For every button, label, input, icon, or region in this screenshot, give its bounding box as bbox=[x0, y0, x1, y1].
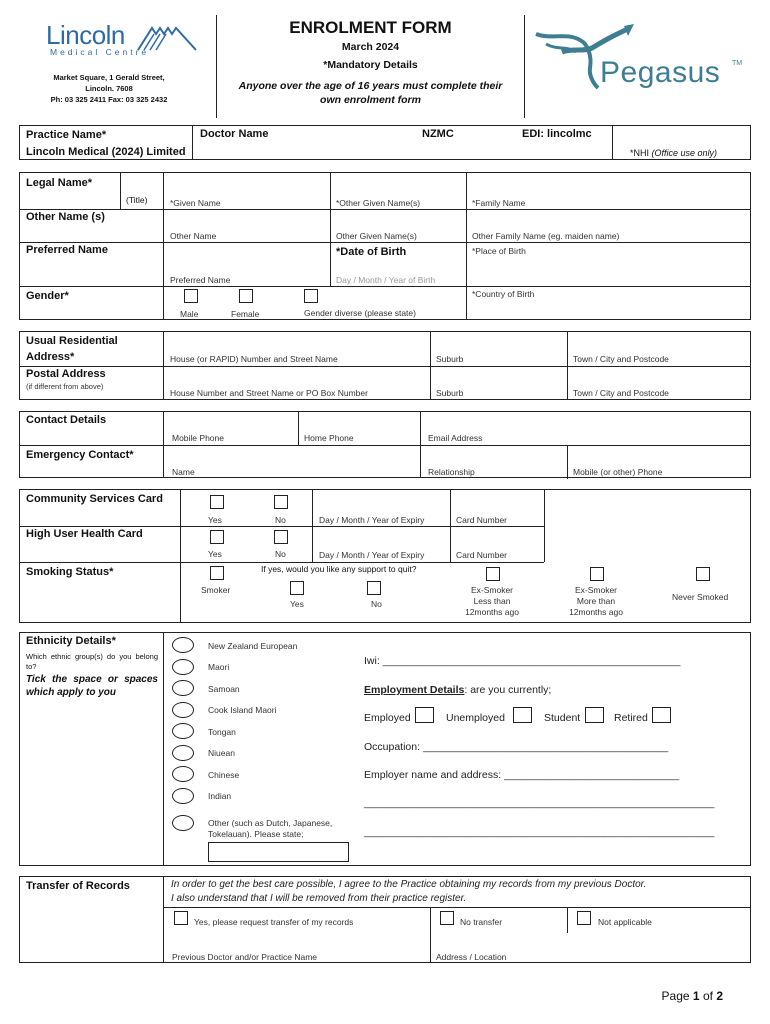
mountain-logo-icon bbox=[136, 24, 198, 52]
male-label: Male bbox=[180, 309, 199, 319]
form-date: March 2024 bbox=[341, 41, 400, 53]
employment-details-label bbox=[364, 684, 551, 696]
dob-field[interactable]: Day / Month / Year of Birth bbox=[336, 275, 436, 285]
support-no-checkbox[interactable] bbox=[367, 581, 381, 595]
csc-expiry-field[interactable]: Day / Month / Year of Expiry bbox=[319, 515, 425, 525]
other-family-name-field[interactable]: Other Family Name (eg. maiden name) bbox=[472, 231, 620, 241]
nhi-note: (Office use only) bbox=[651, 148, 718, 158]
ethnicity-radio-maori[interactable] bbox=[172, 659, 194, 675]
usual-residential-label: Usual Residential bbox=[26, 335, 118, 347]
ex-more-line1: Ex-Smoker bbox=[574, 585, 618, 595]
mandatory-note: *Mandatory Details bbox=[323, 59, 418, 71]
nhi-text: *NHI bbox=[630, 148, 650, 158]
smoker-checkbox[interactable] bbox=[210, 566, 224, 580]
csc-no-label: No bbox=[275, 515, 286, 525]
title-field[interactable]: (Title) bbox=[126, 195, 148, 205]
other-names-label: Other Name (s) bbox=[26, 211, 105, 223]
mobile-phone-field[interactable]: Mobile Phone bbox=[172, 433, 224, 443]
postal-address-label: Postal Address bbox=[26, 368, 106, 380]
ethnicity-other-label bbox=[208, 818, 332, 840]
ethnicity-option-tongan: Tongan bbox=[208, 727, 236, 737]
age-note: Anyone over the age of 16 years must complete their own enrolment form bbox=[238, 80, 503, 106]
ethnicity-radio-tongan[interactable] bbox=[172, 723, 194, 739]
postal-street-field[interactable]: House Number and Street Name or PO Box Number bbox=[170, 388, 368, 398]
no-transfer-label: No transfer bbox=[460, 917, 503, 927]
ethnicity-other-line2: Tokelauan). Please state; bbox=[208, 829, 304, 839]
residential-suburb-field[interactable]: Suburb bbox=[436, 354, 464, 364]
practice-section bbox=[19, 125, 751, 160]
gender-diverse-checkbox[interactable] bbox=[304, 289, 318, 303]
emergency-phone-field[interactable]: Mobile (or other) Phone bbox=[573, 467, 663, 477]
smoker-label: Smoker bbox=[201, 585, 231, 595]
transfer-text-2: I also understand that I will be removed from their practice register. bbox=[171, 893, 467, 904]
transfer-title: Transfer of Records bbox=[26, 880, 130, 892]
nhi-label bbox=[630, 148, 717, 158]
country-of-birth-field[interactable]: *Country of Birth bbox=[472, 289, 535, 299]
female-label: Female bbox=[231, 309, 260, 319]
employment-title: Employment Details bbox=[364, 684, 465, 696]
ex-smoker-less-label bbox=[462, 585, 522, 618]
ethnicity-option-samoan: Samoan bbox=[208, 684, 240, 694]
email-field[interactable]: Email Address bbox=[428, 433, 483, 443]
occupation-field[interactable]: Occupation: __________________________________________ bbox=[364, 741, 669, 753]
names-section bbox=[19, 172, 751, 320]
emergency-name-field[interactable]: Name bbox=[172, 467, 195, 477]
iwi-field[interactable]: Iwi: ___________________________________________________ bbox=[364, 655, 681, 667]
other-given-name-field[interactable]: *Other Given Name(s) bbox=[336, 198, 421, 208]
practice-name-value: Lincoln Medical (2024) Limited bbox=[26, 146, 186, 158]
lincoln-logo bbox=[46, 20, 196, 58]
ex-smoker-more-label bbox=[566, 585, 626, 618]
csc-yes-checkbox[interactable] bbox=[210, 495, 224, 509]
employed-checkbox[interactable] bbox=[415, 707, 434, 723]
edi-label: EDI: lincolmc bbox=[522, 128, 592, 140]
support-yes-checkbox[interactable] bbox=[290, 581, 304, 595]
previous-doctor-field[interactable]: Previous Doctor and/or Practice Name bbox=[172, 952, 318, 962]
not-applicable-label: Not applicable bbox=[598, 917, 652, 927]
transfer-yes-label: Yes, please request transfer of my records bbox=[194, 917, 354, 927]
residential-town-field[interactable]: Town / City and Postcode bbox=[573, 354, 669, 364]
contact-section bbox=[19, 411, 751, 478]
postal-note: (if different from above) bbox=[26, 382, 104, 391]
ethnicity-radio-nz-european[interactable] bbox=[172, 637, 194, 653]
huhc-card-number-field[interactable]: Card Number bbox=[456, 550, 508, 560]
ethnicity-option-cook-island: Cook Island Maori bbox=[208, 705, 277, 715]
phone-line: Ph: 03 325 2411 Fax: 03 325 2432 bbox=[50, 95, 168, 104]
retired-checkbox[interactable] bbox=[652, 707, 671, 723]
csc-no-checkbox[interactable] bbox=[274, 495, 288, 509]
form-title: ENROLMENT FORM bbox=[289, 18, 452, 37]
ex-less-line3: 12months ago bbox=[465, 607, 519, 617]
address-section bbox=[19, 331, 751, 400]
female-checkbox[interactable] bbox=[239, 289, 253, 303]
transfer-text-1: In order to get the best care possible, I agree to the Practice obtaining my records from my previous Doctor. bbox=[171, 879, 647, 890]
student-checkbox[interactable] bbox=[585, 707, 604, 723]
family-name-field[interactable]: *Family Name bbox=[472, 198, 526, 208]
ethnicity-option-niuean: Niuean bbox=[208, 748, 235, 758]
trademark-mark: TM bbox=[732, 60, 743, 67]
huhc-expiry-field[interactable]: Day / Month / Year of Expiry bbox=[319, 550, 425, 560]
gender-label: Gender* bbox=[26, 290, 69, 302]
doctor-name-label[interactable]: Doctor Name bbox=[200, 128, 269, 140]
unemployed-checkbox[interactable] bbox=[513, 707, 532, 723]
not-applicable-checkbox[interactable] bbox=[577, 911, 591, 925]
address-line-2: Lincoln. 7608 bbox=[85, 84, 133, 93]
other-given-name2-field[interactable]: Other Given Name(s) bbox=[336, 231, 417, 241]
emergency-contact-label: Emergency Contact* bbox=[26, 449, 134, 461]
previous-address-field[interactable]: Address / Location bbox=[436, 952, 507, 962]
ethnicity-radio-indian[interactable] bbox=[172, 788, 194, 804]
quit-support-question: If yes, would you like any support to quit? bbox=[261, 564, 417, 574]
huhc-no-label: No bbox=[275, 549, 286, 559]
smoking-status-label: Smoking Status* bbox=[26, 566, 114, 578]
address-line-1: Market Square, 1 Gerald Street, bbox=[53, 73, 165, 82]
ethnicity-option-maori: Maori bbox=[208, 662, 230, 672]
huhc-yes-checkbox[interactable] bbox=[210, 530, 224, 544]
employer-line-2[interactable]: ____________________________________________________________ bbox=[364, 797, 715, 809]
practice-name-label: Practice Name* bbox=[26, 129, 107, 141]
ethnicity-radio-chinese[interactable] bbox=[172, 766, 194, 782]
cards-section bbox=[19, 489, 751, 623]
ethnicity-other-line1: Other (such as Dutch, Japanese, bbox=[208, 818, 333, 828]
title-box bbox=[216, 15, 525, 118]
csc-label: Community Services Card bbox=[26, 493, 163, 505]
no-transfer-checkbox[interactable] bbox=[440, 911, 454, 925]
ethnicity-option-chinese: Chinese bbox=[208, 770, 240, 780]
residential-street-field[interactable]: House (or RAPID) Number and Street Name bbox=[170, 354, 338, 364]
postal-town-field[interactable]: Town / City and Postcode bbox=[573, 388, 669, 398]
pegasus-logo bbox=[532, 22, 752, 102]
csc-yes-label: Yes bbox=[208, 515, 222, 525]
emergency-relationship-field[interactable]: Relationship bbox=[428, 467, 475, 477]
transfer-yes-checkbox[interactable] bbox=[174, 911, 188, 925]
page-current: 1 bbox=[692, 989, 700, 1003]
ethnicity-title: Ethnicity Details* bbox=[26, 635, 116, 647]
preferred-name-field[interactable]: Preferred Name bbox=[170, 275, 231, 285]
ethnicity-tick: Tick the space or spaces which apply to you bbox=[26, 674, 158, 698]
ethnicity-section bbox=[19, 632, 751, 866]
support-yes-label: Yes bbox=[290, 599, 304, 609]
postal-suburb-field[interactable]: Suburb bbox=[436, 388, 464, 398]
transfer-section bbox=[19, 876, 751, 963]
ethnicity-other-input[interactable] bbox=[208, 842, 349, 862]
given-name-field[interactable]: *Given Name bbox=[170, 198, 221, 208]
retired-label: Retired bbox=[614, 712, 648, 724]
ethnicity-radio-other[interactable] bbox=[172, 815, 194, 831]
ethnicity-option-nz-european: New Zealand European bbox=[208, 641, 298, 651]
employment-rest: : are you currently; bbox=[464, 684, 552, 696]
address-star-label: Address* bbox=[26, 351, 75, 363]
huhc-no-checkbox[interactable] bbox=[274, 530, 288, 544]
pegasus-logo-text: Pegasus bbox=[600, 56, 721, 89]
employed-label: Employed bbox=[364, 712, 411, 724]
ethnicity-option-indian: Indian bbox=[208, 791, 232, 801]
lincoln-logo-subtext: Medical Centre bbox=[50, 47, 150, 57]
ethnicity-radio-niuean[interactable] bbox=[172, 745, 194, 761]
ex-less-line1: Ex-Smoker bbox=[470, 585, 514, 595]
preferred-name-label: Preferred Name bbox=[26, 244, 108, 256]
ex-smoker-more-checkbox[interactable] bbox=[590, 567, 604, 581]
student-label: Student bbox=[544, 712, 581, 724]
employer-field[interactable]: Employer name and address: ______________________________ bbox=[364, 769, 680, 781]
employer-line-3[interactable]: ____________________________________________________________ bbox=[364, 826, 715, 838]
gender-diverse-label[interactable]: Gender diverse (please state) bbox=[304, 308, 416, 318]
legal-name-label: Legal Name* bbox=[26, 177, 93, 189]
page-number bbox=[662, 989, 723, 1003]
page-total: 2 bbox=[716, 989, 723, 1003]
nzmc-label: NZMC bbox=[422, 128, 454, 140]
clinic-address bbox=[20, 72, 198, 105]
unemployed-label: Unemployed bbox=[446, 712, 505, 724]
dob-label: *Date of Birth bbox=[336, 246, 407, 258]
lincoln-logo-text: Lincoln bbox=[46, 20, 125, 50]
never-smoked-label: Never Smoked bbox=[672, 592, 729, 602]
never-smoked-checkbox[interactable] bbox=[696, 567, 710, 581]
page-word: Page bbox=[661, 989, 690, 1003]
support-no-label: No bbox=[371, 599, 382, 609]
ex-less-line2: Less than bbox=[473, 596, 511, 606]
ethnicity-which: Which ethnic group(s) do you belong to? bbox=[26, 652, 158, 671]
other-name-field[interactable]: Other Name bbox=[170, 231, 217, 241]
page-of: of bbox=[702, 989, 713, 1003]
huhc-yes-label: Yes bbox=[208, 549, 222, 559]
ethnicity-radio-cook-island[interactable] bbox=[172, 702, 194, 718]
ex-more-line2: More than bbox=[576, 596, 616, 606]
place-of-birth-field[interactable]: *Place of Birth bbox=[472, 246, 526, 256]
ex-more-line3: 12months ago bbox=[569, 607, 623, 617]
csc-card-number-field[interactable]: Card Number bbox=[456, 515, 508, 525]
ex-smoker-less-checkbox[interactable] bbox=[486, 567, 500, 581]
male-checkbox[interactable] bbox=[184, 289, 198, 303]
contact-details-label: Contact Details bbox=[26, 414, 107, 426]
huhc-label: High User Health Card bbox=[26, 528, 143, 540]
ethnicity-radio-samoan[interactable] bbox=[172, 680, 194, 696]
home-phone-field[interactable]: Home Phone bbox=[304, 433, 354, 443]
